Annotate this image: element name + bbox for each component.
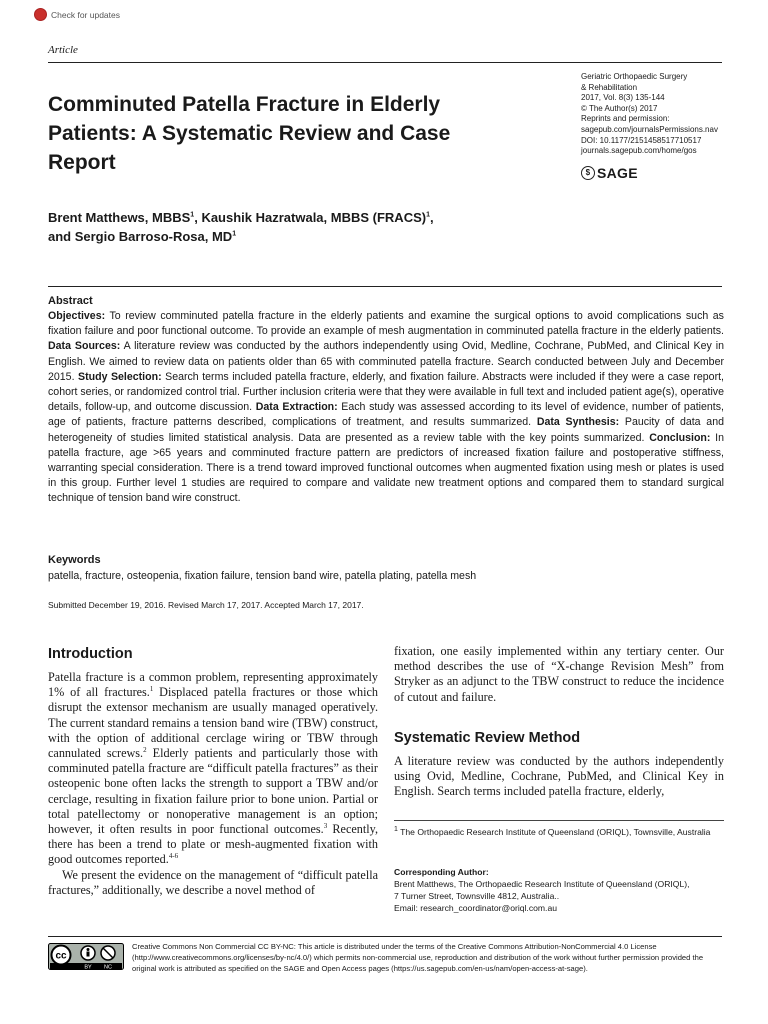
abstract-label: Study Selection: [78, 370, 162, 383]
permissions-link[interactable]: sagepub.com/journalsPermissions.nav [581, 124, 718, 134]
paragraph [48, 670, 378, 868]
author-name: Kaushik Hazratwala, MBBS (FRACS) [201, 210, 427, 225]
journal-meta-line: Reprints and permission: [581, 114, 670, 124]
cc-text: cc [55, 950, 67, 962]
article-type: Article [48, 44, 78, 56]
method-body: A literature review was conducted by the authors independently using Ovid, Medline, Cochrane, PubMed, and Clinical Key in English. Search terms included patella fracture, elderly, [394, 754, 724, 799]
author-name: Brent Matthews, MBBS [48, 210, 191, 225]
abstract-text [48, 309, 724, 507]
citation[interactable]: 1 [149, 685, 154, 694]
check-for-updates-badge[interactable] [34, 8, 120, 21]
corresponding-heading: Corresponding Author: [394, 867, 489, 877]
doi-link[interactable]: DOI: 10.1177/2151458517710517 [581, 135, 702, 145]
cc-license-badge[interactable] [48, 943, 124, 970]
abstract-label: Data Extraction: [255, 401, 338, 414]
cc-by-nc-icon [48, 943, 124, 970]
affiliation-footnote [394, 826, 724, 838]
abstract-label: Objectives: [48, 310, 106, 322]
journal-meta [581, 72, 731, 157]
text-run: Elderly patients and particularly those with comminuted patella fracture are “difficult patella fractures” as their osteopenic bone often lacks the strength to support a TBW and/or cerclage, resulting in fixation failure prior to bone union. Partial or total patellectomy or nonoperative management is an option; however, it often results in poor functional outcomes. [48, 746, 378, 837]
abstract-heading: Abstract [48, 295, 93, 307]
corresponding-author [394, 866, 729, 914]
author-list: Brent Matthews, MBBS$^1$, Kaushik Hazratwala, MBBS (FRACS)$^1$, and Sergio Barroso-Rosa, $MD^1$ [48, 210, 434, 244]
journal-meta-line: 2017, Vol. 8(3) 135-144 [581, 93, 665, 103]
abstract-top-rule [48, 286, 722, 287]
nc-text: NC [104, 964, 112, 970]
submission-dates: Submitted December 19, 2016. Revised March 17, 2017. Accepted March 17, 2017. [48, 600, 364, 610]
paragraph: We present the evidence on the management of “difficult patella fractures,” additionally, we describe a novel method of [48, 867, 378, 897]
keywords-text: patella, fracture, osteopenia, fixation failure, tension band wire, patella plating, patella mesh [48, 570, 477, 582]
text-run: Recently, there has been a trend to plate or mesh-augmented fixation with good outcomes reported. [48, 822, 378, 867]
footer-rule [48, 936, 722, 937]
header-rule [48, 62, 722, 63]
abstract-section: To review comminuted patella fracture in the elderly patients and examine the surgical options to avoid complications such as fixation failure and poor functional outcome. To provide an example of mesh augmentation in comminuted patella fracture in the elderly patients. [48, 310, 724, 338]
publisher-name: SAGE [597, 165, 638, 181]
abstract-section: A literature review was conducted by the authors independently using Ovid, Medline, Cochrane, PubMed, and Clinical Key in English. We aimed to review data on patients older than 65 with comminuted patella fracture. Search conducted between July and December 2015. [48, 340, 724, 383]
citation[interactable]: 2 [143, 745, 147, 754]
publisher-logo [581, 165, 638, 181]
journal-meta-line: Geriatric Orthopaedic Surgery [581, 72, 688, 81]
introduction-body [48, 670, 378, 898]
footnote-rule [394, 820, 724, 821]
abstract-section: Each study was assessed according to its level of evidence, number of patients, age of patients, fracture patterns described, complications of treatment, and results summarized. [48, 401, 724, 429]
corresponding-line: 7 Turner Street, Townsville 4812, Australia.. [394, 891, 560, 901]
journal-homepage-link[interactable]: journals.sagepub.com/home/gos [581, 146, 697, 156]
corresponding-email[interactable]: Email: research_coordinator@oriql.com.au [394, 903, 558, 913]
citation[interactable]: 3 [323, 821, 328, 830]
affiliation-text: The Orthopaedic Research Institute of Queensland (ORIQL), Townsville, Australia [400, 827, 711, 837]
abstract-label: Conclusion: [649, 431, 711, 444]
citation[interactable]: 4-6 [168, 852, 179, 861]
text-run: Displaced patella fractures or those which disrupt the extensor mechanism are usually managed operatively. The current standard remains a tension band wire (TBW) construct, with the option of additional cerclage wiring or TBW through cannulated screws. [48, 685, 378, 761]
paper-title: Comminuted Patella Fracture in Elderly Patients: A Systematic Review and Case Report [48, 93, 451, 174]
introduction-continued: fixation, one easily implemented within any tertiary center. Our method describes the use of “X-change Revision Mesh” from Stryker as an adjunct to the TBW construct to reduce the incidence of cutout and failure. [394, 644, 724, 704]
affiliation-marker: 1 [426, 211, 430, 219]
corresponding-line: Brent Matthews, The Orthopaedic Research Institute of Queensland (ORIQL), [394, 879, 690, 889]
license-statement: Creative Commons Non Commercial CC BY-NC: This article is distributed under the terms of the Creative Commons Attribution-NonCommercial 4.0 License (http://www.creativecommons.org/licenses/by-nc/4.0/) which permits non-commercial use, reproduction and distribution of the work without further permission provided the original work is attributed as specified on the SAGE and Open Access pages (https://us.sagepub.com/en-us/nam/open-access-at-sage). [132, 942, 704, 973]
check-for-updates-label: Check for updates [51, 9, 120, 20]
introduction-heading: Introduction [48, 646, 133, 662]
abstract-section: Search terms included patella fracture, elderly, and fixation failure. Abstracts were included if they were a case report, cohort series, or randomized control trial. Further inclusion criteria were that they were available in full text and included patient age(s), operative details, follow-up, and outcome discussion. [48, 370, 724, 414]
abstract-label: Data Synthesis: [536, 416, 620, 429]
abstract-label: Data Sources: [48, 340, 121, 353]
abstract-section: Paucity of data and heterogeneity of studies limited statistical analysis. Data are presented as a review table with the key points summarized. [48, 416, 724, 444]
affiliation-number: 1 [394, 826, 398, 834]
keywords-heading: Keywords [48, 554, 101, 566]
update-icon [34, 8, 47, 21]
journal-meta-line: © The Author(s) 2017 [581, 103, 658, 113]
text-run: Patella fracture is a common problem, representing approximately 1% of all fractures. [48, 670, 378, 700]
abstract-section: In patella fracture, age >65 years and comminuted fracture pattern are predictors of increased fixation failure and postoperative stiffness, warranting special consideration. There is a trend toward improved functional outcomes when augmented fixation using mesh or plates is used in this group. Further level 1 studies are required to compare and validate new treatment options and compared them to standard surgical technique of tension band wire construct. [48, 431, 724, 505]
author-name: and Sergio Barroso-Rosa, MD [48, 229, 233, 244]
journal-meta-line: & Rehabilitation [581, 82, 638, 92]
sage-logo-icon: $ [581, 166, 595, 180]
method-heading: Systematic Review Method [394, 730, 581, 746]
affiliation-marker: 1 [190, 211, 195, 219]
affiliation-marker: 1 [232, 230, 237, 238]
by-text: BY [84, 964, 92, 970]
